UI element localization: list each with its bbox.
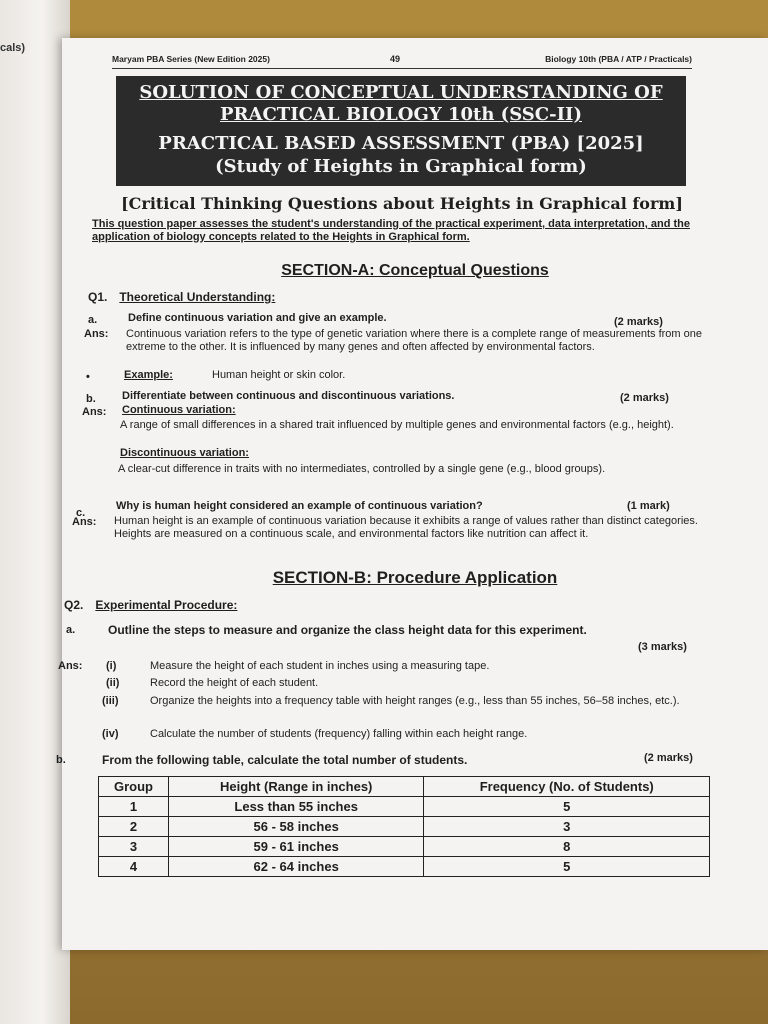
- cell-height: 62 - 64 inches: [168, 857, 424, 877]
- section-a-title: SECTION-A: Conceptual Questions: [281, 262, 549, 279]
- q1a-label: a.: [88, 314, 98, 326]
- q1a-answer: Continuous variation refers to the type of genetic variation where there is a complete range of measurements from one extreme to the other. It is influenced by many genes and often affected by environmental factors.: [126, 328, 702, 353]
- q2a-ans-label: Ans:: [58, 660, 83, 672]
- q2a-question: Outline the steps to measure and organize the class height data for this experiment.: [108, 623, 587, 637]
- cell-frequency: 5: [424, 857, 710, 877]
- table-header-row: [99, 777, 710, 797]
- step-2-text: Record the height of each student.: [150, 677, 319, 689]
- critical-thinking-title: [Critical Thinking Questions about Heights in Graphical form]: [121, 194, 683, 213]
- q1c-ans-label: Ans:: [72, 516, 97, 528]
- q2-heading: [64, 598, 237, 612]
- step-3-number: (iii): [102, 695, 119, 707]
- q1a-example-label: Example:: [124, 369, 173, 381]
- table-row: [99, 857, 710, 877]
- q1c-marks: (1 mark): [627, 500, 670, 512]
- frequency-table: [98, 776, 710, 877]
- header-height: Height (Range in inches): [168, 777, 424, 797]
- table-row: [99, 797, 710, 817]
- q1b-label: b.: [86, 393, 96, 405]
- q1-heading: [88, 290, 275, 304]
- step-2-number: (ii): [106, 677, 120, 689]
- q1b-question: Differentiate between continuous and discontinuous variations.: [122, 390, 455, 402]
- q1c-answer: Human height is an example of continuous variation because it exhibits a range of values rather than distinct categories. Heights are measured on a continuous scale, and environmental factors like nutrition can affect it.: [114, 515, 698, 540]
- intro-paragraph: This question paper assesses the student's understanding of the practical experiment, data interpretation, and the application of biology concepts related to the Heights in Graphical form.: [92, 218, 690, 243]
- q1a-example-text: Human height or skin color.: [212, 369, 346, 381]
- q2a-label: a.: [66, 624, 76, 636]
- q1b-continuous-text: A range of small differences in a shared trait influenced by multiple genes and environmental factors (e.g., height).: [120, 419, 674, 431]
- q1b-ans-label: Ans:: [82, 406, 107, 418]
- header-subject: Biology 10th (PBA / ATP / Practicals): [545, 54, 692, 64]
- cell-group: 2: [99, 817, 169, 837]
- running-header: [112, 54, 692, 69]
- q2b-marks: (2 marks): [644, 752, 693, 764]
- cell-height: Less than 55 inches: [168, 797, 424, 817]
- banner-line-3: PRACTICAL BASED ASSESSMENT (PBA) [2025]: [158, 133, 644, 154]
- cell-frequency: 8: [424, 837, 710, 857]
- q1b-discontinuous-title: Discontinuous variation:: [120, 447, 249, 459]
- q1a-ans-label: Ans:: [84, 328, 109, 340]
- example-bullet: •: [86, 371, 90, 383]
- q2-number: Q2.: [64, 598, 84, 612]
- step-1-text: Measure the height of each student in inches using a measuring tape.: [150, 660, 490, 672]
- q1c-label: c.: [76, 507, 86, 519]
- section-b-title: SECTION-B: Procedure Application: [272, 568, 558, 587]
- cell-group: 1: [99, 797, 169, 817]
- q1-number: Q1.: [88, 290, 108, 304]
- q1b-marks: (2 marks): [620, 392, 669, 404]
- q2b-label: b.: [56, 754, 66, 766]
- header-series: Maryam PBA Series (New Edition 2025): [112, 54, 270, 64]
- background-page-edge: [0, 0, 70, 1024]
- step-1-number: (i): [106, 660, 117, 672]
- table-row: [99, 817, 710, 837]
- table-row: [99, 837, 710, 857]
- q2a-marks: (3 marks): [638, 641, 687, 653]
- document-page: [56, 38, 768, 950]
- banner-line-1: SOLUTION OF CONCEPTUAL UNDERSTANDING OF: [139, 82, 663, 103]
- step-4-number: (iv): [102, 728, 119, 740]
- header-group: Group: [99, 777, 169, 797]
- q1b-continuous-title: Continuous variation:: [122, 404, 236, 416]
- cell-group: 4: [99, 857, 169, 877]
- header-frequency: Frequency (No. of Students): [424, 777, 710, 797]
- step-4-text: Calculate the number of students (frequency) falling within each height range.: [150, 728, 528, 740]
- q1b-discontinuous-text: A clear-cut difference in traits with no intermediates, controlled by a single gene (e.g., blood groups).: [118, 463, 606, 475]
- q1-title: Theoretical Understanding:: [119, 290, 276, 304]
- edge-label: cals): [0, 42, 26, 54]
- title-banner: [116, 76, 686, 186]
- q1a-marks: (2 marks): [614, 316, 663, 328]
- cell-frequency: 3: [424, 817, 710, 837]
- cell-frequency: 5: [424, 797, 710, 817]
- banner-line-2: PRACTICAL BIOLOGY 10th (SSC-II): [220, 104, 582, 125]
- cell-height: 56 - 58 inches: [168, 817, 424, 837]
- banner-line-4: (Study of Heights in Graphical form): [215, 156, 587, 177]
- q1c-question: Why is human height considered an example of continuous variation?: [116, 500, 483, 512]
- q2-title: Experimental Procedure:: [95, 598, 238, 612]
- q1a-question: Define continuous variation and give an example.: [128, 312, 387, 324]
- step-3-text: Organize the heights into a frequency table with height ranges (e.g., less than 55 inches, 56–58 inches, etc.).: [150, 695, 680, 707]
- q2b-question: From the following table, calculate the total number of students.: [102, 753, 468, 767]
- page-number: 49: [390, 54, 401, 64]
- cell-height: 59 - 61 inches: [168, 837, 424, 857]
- cell-group: 3: [99, 837, 169, 857]
